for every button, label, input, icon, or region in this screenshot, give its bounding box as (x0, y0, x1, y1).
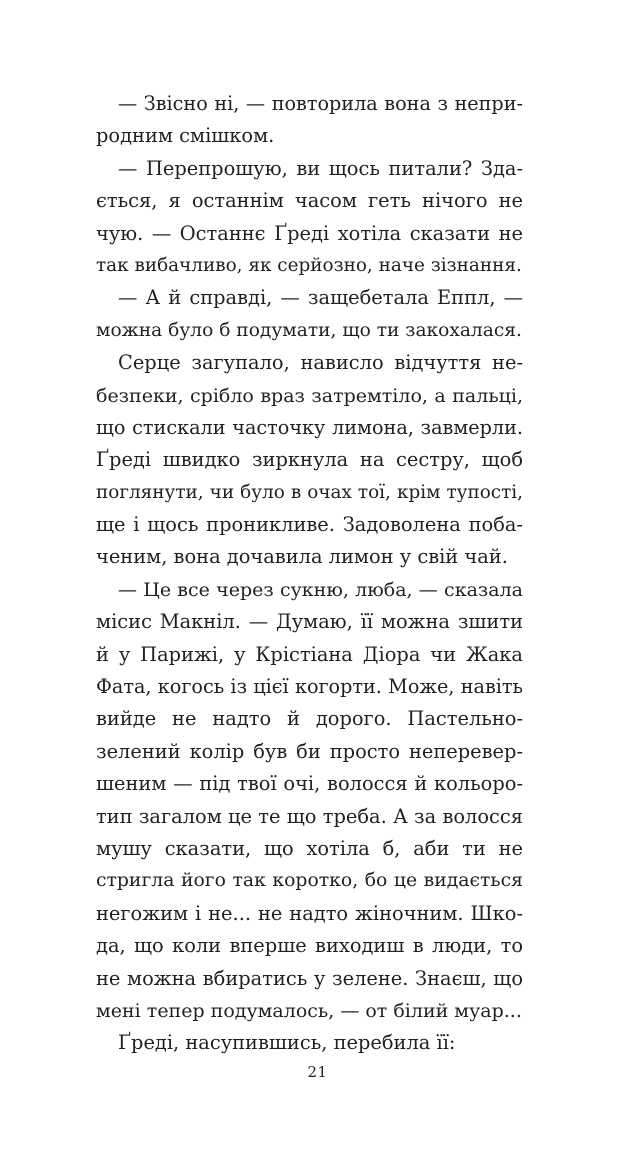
text-line: тип загалом це те що треба. А за волосся (96, 804, 523, 828)
text-line: стригла його так коротко, бо це видається (96, 870, 523, 892)
text-line: так вибачливо, як серйозно, наче зізнання. (96, 254, 522, 276)
text-line: — Це все через сукню, люба, — сказала (118, 578, 523, 601)
text-line: негожим і не... не надто жіночним. Шко- (96, 901, 523, 925)
text-line: зелений колір був би просто неперевер- (96, 739, 523, 763)
page-number: 21 (307, 1063, 328, 1081)
text-line: можна було б подумати, що ти закохалася. (96, 319, 522, 341)
text-line: ченим, вона дочавила лимон у свій чай. (96, 545, 508, 569)
text-line: Серце загупало, нависло відчуття не- (118, 351, 523, 375)
text-line: шеним — під твої очі, волосся й кольоро- (96, 772, 523, 796)
text-line: родним смішком. (96, 124, 275, 148)
text-line: не можна вбиратись у зелене. Знаєш, що (96, 966, 523, 990)
text-line: — Перепрошую, ви щось питали? Зда- (118, 156, 523, 180)
text-line: — А й справді, — защебетала Еппл, — (118, 286, 523, 310)
text-line: да, що коли вперше виходиш в люди, то (96, 934, 523, 958)
text-line: ще і щось проникливе. Задоволена поба- (96, 513, 523, 537)
body-text (96, 88, 523, 1060)
text-line: — Звісно ні, — повторила вона з непри- (118, 92, 523, 115)
text-line: мушу сказати, що хотіла б, аби ти не (96, 836, 523, 860)
text-line: вийде не надто й дорого. Пастельно- (96, 707, 523, 731)
text-line: Ґреді швидко зиркнула на сестру, щоб (96, 448, 523, 472)
text-line: мені тепер подумалось, — от білий муар... (96, 999, 522, 1022)
text-line: чую. — Останнє Ґреді хотіла сказати не (96, 221, 523, 245)
text-line: поглянути, чи було в очах тої, крім тупості, (96, 481, 523, 503)
text-line: що стискали часточку лимона, завмерли. (96, 415, 523, 439)
text-line: й у Парижі, у Крістіана Діора чи Жака (96, 642, 523, 666)
text-line: місис Макніл. — Думаю, її можна зшити (96, 610, 523, 634)
text-line: безпеки, срібло враз затремтіло, а пальці, (96, 384, 523, 407)
text-line: ється, я останнім часом геть нічого не (96, 189, 523, 213)
text-line: Фата, когось із цієї когорти. Може, навіть (96, 675, 523, 699)
text-line: Ґреді, насупившись, перебила її: (118, 1031, 456, 1055)
